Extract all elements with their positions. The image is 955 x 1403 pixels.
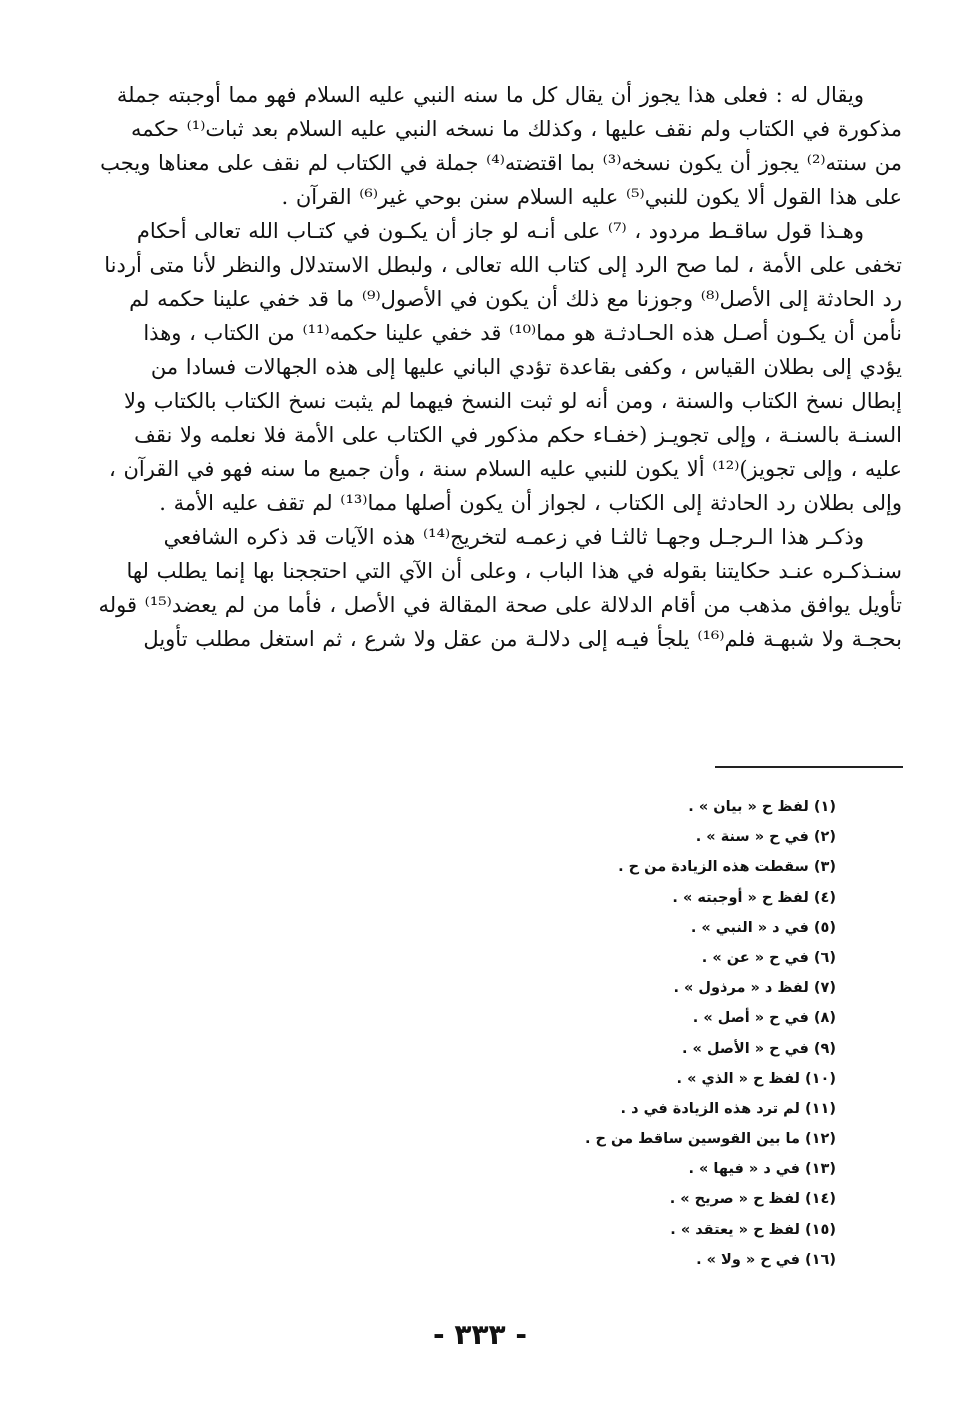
footnote: (١٤) لفظ ح « صريح » . xyxy=(669,1191,836,1208)
footnote: (٥) في د « النبي » . xyxy=(690,919,836,936)
footnote-separator xyxy=(715,766,903,768)
text-line: بحجـة ولا شبهـة فلم⁽¹⁶⁾ يلجأ فيـه إلى دلالـة من عقل ولا شرع ، ثم استغل مطلب تأويل xyxy=(143,627,902,651)
footnote: (١) لفظ ح « بيان » . xyxy=(688,799,836,815)
text-line: رد الحادثة إلى الأصل⁽⁸⁾ وجوزنا مع ذلك أن يكون في الأصول⁽⁹⁾ ما قد خفي علينا حكمه لم xyxy=(129,287,902,311)
text-line: وذكـر هذا الـرجـل وجهـا ثالثـا في زعمـه لتخريج⁽¹⁴⁾ هذه الآيات قد ذكره الشافعي xyxy=(163,525,864,549)
text-line: سنـذكـره عنـد حكايتنا بقوله في هذا الباب ، وعلى أن الآي التي احتججنا بها إنما يطلب لها xyxy=(126,559,902,583)
page-number: - ٣٣٣ - xyxy=(432,1318,528,1351)
footnote: (١٥) لفظ ح « يعتقد » . xyxy=(670,1221,836,1238)
text-line: وإلى بطلان رد الحادثة إلى الكتاب ، لجواز أن يكون أصلها مما⁽¹³⁾ لم تقف عليه الأمة . xyxy=(159,491,902,515)
footnotes xyxy=(560,792,836,1275)
text-line: تخفى على الأمة ، لما صح الرد إلى كتاب الله تعالى ، ولبطل الاستدلال والنظر لأنا متى أردنا xyxy=(104,253,902,277)
footnote: (٧) لفظ د « مرذول » . xyxy=(673,980,836,997)
text-line: من سنته⁽²⁾ يجوز أن يكون نسخه⁽³⁾ بما اقتضته⁽⁴⁾ جملة في الكتاب لم نقف على معناها ويجب xyxy=(100,151,902,175)
footnote: (٦) في ح « عن » . xyxy=(701,949,836,966)
footnote: (٣) سقطت هذه الزيادة من ح . xyxy=(618,859,836,876)
footnote: (١٦) في ح « ولا » . xyxy=(696,1251,836,1268)
footnote: (١١) لم ترد هذه الزيادة في د . xyxy=(620,1100,836,1117)
text-line: إبطال نسخ الكتاب والسنة ، ومن أنه لو ثبت النسخ فيهما لم يثبت نسخ الكتاب بالكتاب ولا xyxy=(124,389,902,413)
footnote: (١٠) لفظ ح « الذي » . xyxy=(676,1070,836,1087)
text-line: السنـة بالسنـة ، وإلى تجويـز (خفـاء حكم مذكور في الكتاب على الأمة فلا نعلمه ولا نقف xyxy=(134,423,902,447)
main-text xyxy=(98,78,902,656)
footnote: (٢) في ح « سنة » . xyxy=(695,829,836,846)
footnote: (٨) في ح « أصل » . xyxy=(692,1010,836,1027)
text-line: مذكورة في الكتاب ولم نقف عليها ، وكذلك ما نسخه النبي عليه السلام بعد ثبات⁽¹⁾ حكمه xyxy=(130,117,902,141)
text-line: ويقال له : فعلى هذا يجوز أن يقال كل ما سنه النبي عليه السلام فهو مما أوجبته جملة xyxy=(116,83,864,107)
text-line: تأويل يوافق مذهب من أقام الدلالة على صحة المقالة في الأصل ، فأما من لم يعضد⁽¹⁵⁾ قوله xyxy=(98,593,902,617)
text-line: على هذا القول ألا يكون للنبي⁽⁵⁾ عليه السلام سنن بوحي غير⁽⁶⁾ القرآن . xyxy=(281,185,902,209)
text-line: يؤدي إلى بطلان القياس ، وكفى بقاعدة تؤدي الباني عليها إلى هذه الجهالات فسادا من xyxy=(150,355,902,379)
footnote: (٤) لفظ ح « أوجبته » . xyxy=(672,889,836,906)
footnote: (١٢) ما بين القوسين ساقط من ح . xyxy=(584,1131,836,1148)
text-line: عليه ، وإلى تجويز)⁽¹²⁾ ألا يكون للنبي عليه السلام سنة ، وأن جميع ما سنه فهو في القرآن ، xyxy=(109,457,902,481)
text-line: نأمن أن يكـون أصـل هذه الحـادثـة هو مما⁽¹⁰⁾ قد خفي علينا حكمه⁽¹¹⁾ من الكتاب ، وهذا xyxy=(143,321,902,345)
text-line: وهـذا قول ساقـط مردود ، ⁽⁷⁾ على أنـه لو جاز أن يكـون في كتـاب الله تعالى أحكام xyxy=(136,219,864,243)
footnote: (٩) في ح « الأصل » . xyxy=(682,1040,836,1057)
footnote: (١٣) في د « فيها » . xyxy=(688,1161,836,1178)
